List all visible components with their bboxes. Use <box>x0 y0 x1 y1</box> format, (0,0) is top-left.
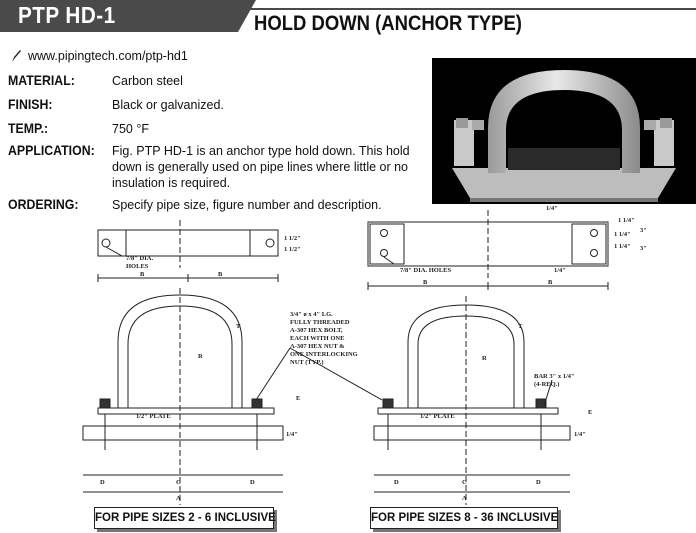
right-d2: D <box>536 479 541 486</box>
right-bottom-dim: 1/4" <box>554 267 566 274</box>
right-dim-5: 3" <box>640 245 647 252</box>
bolt-note-6: ONE INTERLOCKING <box>290 351 358 358</box>
application-value: Fig. PTP HD-1 is an anchor type hold down. This hold down is generally used on pipe lines where little or no insulation is required. <box>112 144 410 190</box>
left-b2: B <box>218 271 223 278</box>
left-t: T <box>236 323 241 330</box>
right-dim-4: 3" <box>640 227 647 234</box>
left-holes: 7/8" DIA. <box>126 255 154 262</box>
finish-value: Black or galvanized. <box>112 98 224 112</box>
right-top-dim: 1/4" <box>546 205 558 212</box>
page-title: HOLD DOWN (ANCHOR TYPE) <box>254 12 522 35</box>
left-c: C <box>176 479 181 486</box>
right-dim-1: 1 1/4" <box>618 217 635 224</box>
temp-value: 750 °F <box>112 122 149 136</box>
temp-label: TEMP.: <box>8 120 49 136</box>
left-d1: D <box>100 479 105 486</box>
right-dim-3: 1 1/4" <box>614 243 631 250</box>
bolt-note-3: A-307 HEX BOLT, <box>290 327 343 334</box>
right-a: A <box>462 495 467 502</box>
right-plate: 1/2" PLATE <box>420 413 455 420</box>
bar-note-1: BAR 3" x 1/4" <box>534 373 575 380</box>
right-quarter: 1/4" <box>574 431 586 438</box>
right-b1: B <box>423 279 428 286</box>
ordering-value: Specify pipe size, figure number and description. <box>112 198 382 212</box>
product-url[interactable]: www.pipingtech.com/ptp-hd1 <box>28 49 188 63</box>
right-t: T <box>518 323 523 330</box>
url-row[interactable] <box>10 49 188 63</box>
left-r: R <box>198 353 203 360</box>
bar-note-2: (4-REQ.) <box>534 381 560 388</box>
left-b1: B <box>140 271 145 278</box>
bolt-note-1: 3/4" ø x 4" LG. <box>290 311 333 318</box>
left-holes-2: HOLES <box>126 263 149 270</box>
left-plate-plan <box>98 230 278 256</box>
caption-right: FOR PIPE SIZES 8 - 36 INCLUSIVE <box>370 507 558 529</box>
material-label: MATERIAL: <box>8 72 75 88</box>
bolt-note-7: NUT (TYP.) <box>290 359 324 366</box>
right-d1: D <box>394 479 399 486</box>
product-code: PTP HD-1 <box>18 2 116 28</box>
right-b2: B <box>548 279 553 286</box>
bolt-note-2: FULLY THREADED <box>290 319 350 326</box>
pen-icon <box>10 49 22 63</box>
right-c: C <box>462 479 467 486</box>
left-a: A <box>176 495 181 502</box>
material-value: Carbon steel <box>112 74 183 88</box>
ordering-label: ORDERING: <box>8 196 79 212</box>
application-label: APPLICATION: <box>8 142 95 158</box>
bolt-note-5: A-307 HEX NUT & <box>290 343 345 350</box>
right-holes: 7/8" DIA. HOLES <box>400 267 452 274</box>
product-photo <box>432 58 696 204</box>
left-dim-1: 1 1/2" <box>284 235 301 242</box>
bolt-note-4: EACH WITH ONE <box>290 335 345 342</box>
finish-label: FINISH: <box>8 96 53 112</box>
hold-down-illustration <box>432 58 696 204</box>
left-e: E <box>296 395 301 402</box>
left-dim-2: 1 1/2" <box>284 246 301 253</box>
left-pipe-plate <box>83 426 283 440</box>
page-header <box>0 0 696 44</box>
header-rule <box>238 8 696 10</box>
right-r: R <box>482 355 487 362</box>
left-plate: 1/2" PLATE <box>136 413 171 420</box>
caption-left: FOR PIPE SIZES 2 - 6 INCLUSIVE <box>94 507 274 529</box>
right-e: E <box>588 409 593 416</box>
left-quarter: 1/4" <box>286 431 298 438</box>
left-d2: D <box>250 479 255 486</box>
right-dim-2: 1 1/4" <box>614 231 631 238</box>
technical-drawing <box>78 200 696 533</box>
